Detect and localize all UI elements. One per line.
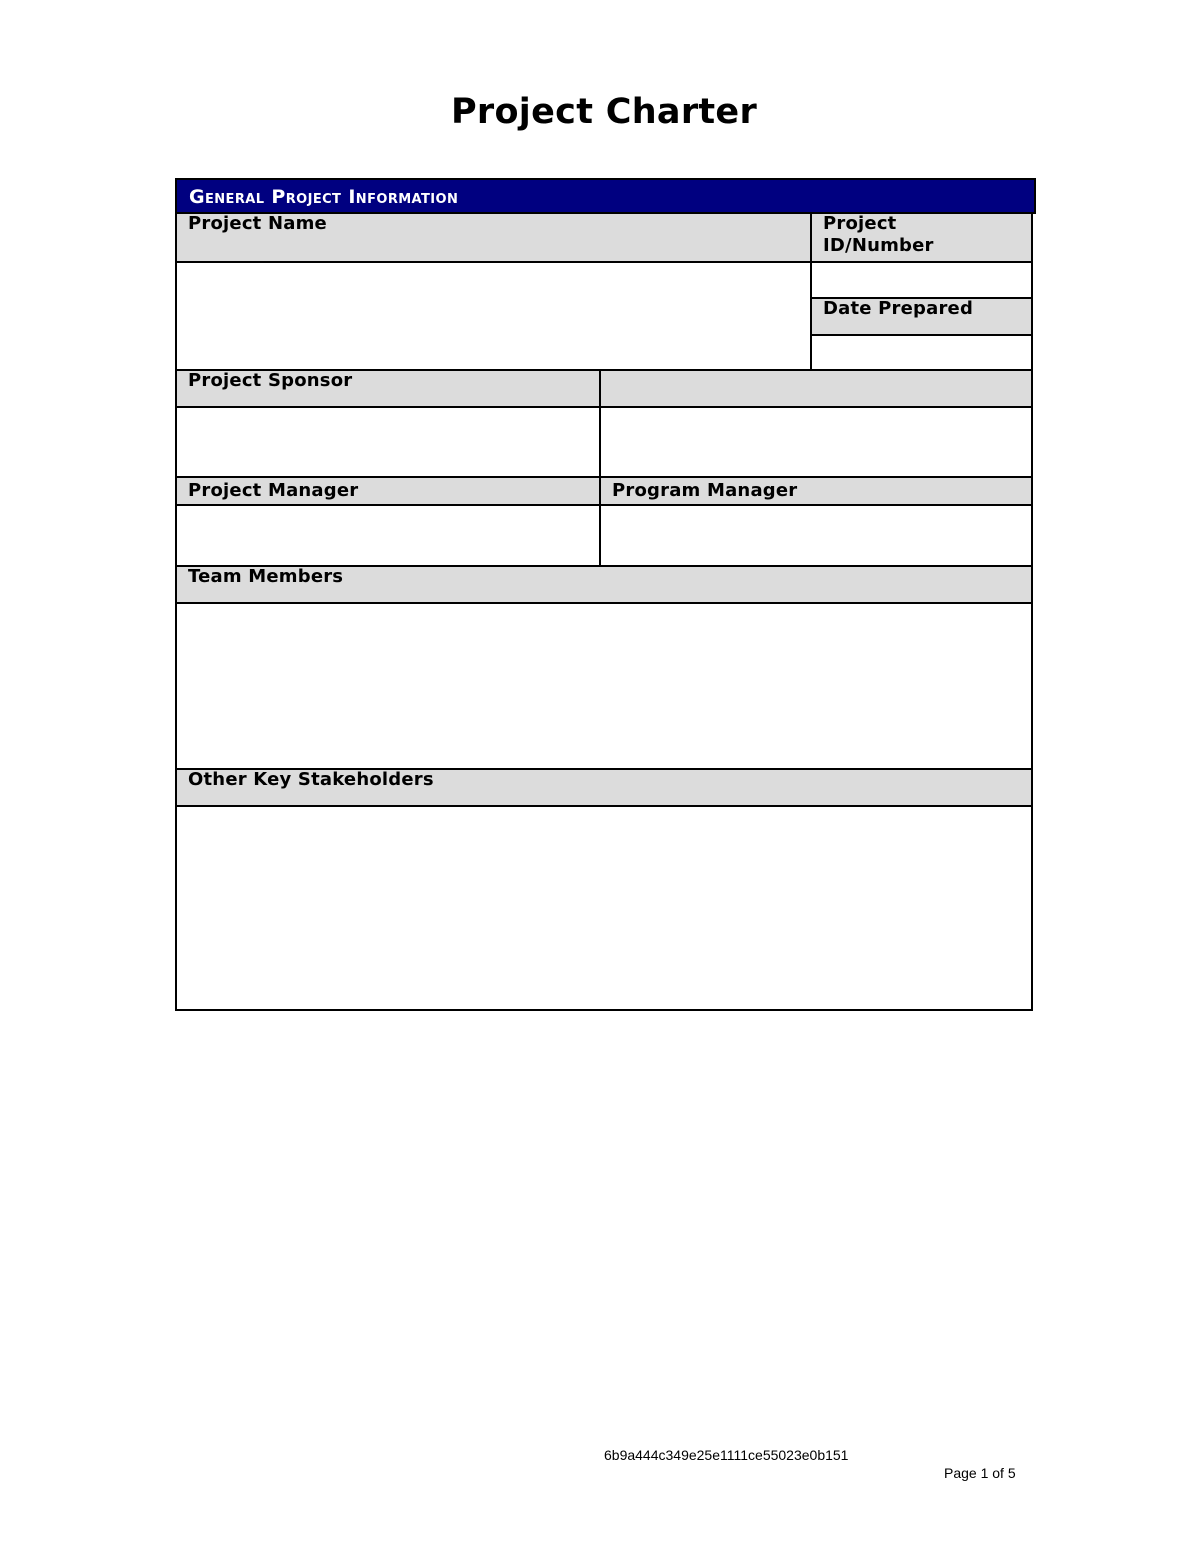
project-id-field[interactable] <box>810 261 1033 299</box>
other-stakeholders-label: Other Key Stakeholders <box>188 769 434 790</box>
project-sponsor-label: Project Sponsor <box>188 370 353 391</box>
sponsor-extra-label-cell <box>599 369 1033 408</box>
project-sponsor-label-cell <box>175 369 601 408</box>
sponsor-extra-field[interactable] <box>599 406 1033 478</box>
project-id-label: Project ID/Number <box>823 213 934 256</box>
team-members-field[interactable] <box>175 602 1033 770</box>
project-id-label-cell <box>810 212 1033 263</box>
project-name-label-cell <box>175 212 812 263</box>
section-header: General Project Information <box>175 178 1036 214</box>
project-name-field[interactable] <box>175 261 812 371</box>
project-sponsor-field[interactable] <box>175 406 601 478</box>
team-members-label-cell <box>175 565 1033 604</box>
project-manager-field[interactable] <box>175 504 601 567</box>
project-name-label: Project Name <box>188 213 327 234</box>
page-number: Page 1 of 5 <box>944 1465 1016 1481</box>
date-prepared-label: Date Prepared <box>823 298 974 319</box>
other-stakeholders-label-cell <box>175 768 1033 807</box>
program-manager-label: Program Manager <box>612 480 798 501</box>
program-manager-label-cell <box>599 476 1033 506</box>
other-stakeholders-field[interactable] <box>175 805 1033 1011</box>
document-hash: 6b9a444c349e25e1111ce55023e0b151 <box>604 1447 849 1463</box>
project-manager-label: Project Manager <box>188 480 359 501</box>
program-manager-field[interactable] <box>599 504 1033 567</box>
team-members-label: Team Members <box>188 566 344 587</box>
page-title: Project Charter <box>450 92 758 132</box>
project-manager-label-cell <box>175 476 601 506</box>
date-prepared-field[interactable] <box>810 334 1033 371</box>
date-prepared-label-cell <box>810 297 1033 336</box>
